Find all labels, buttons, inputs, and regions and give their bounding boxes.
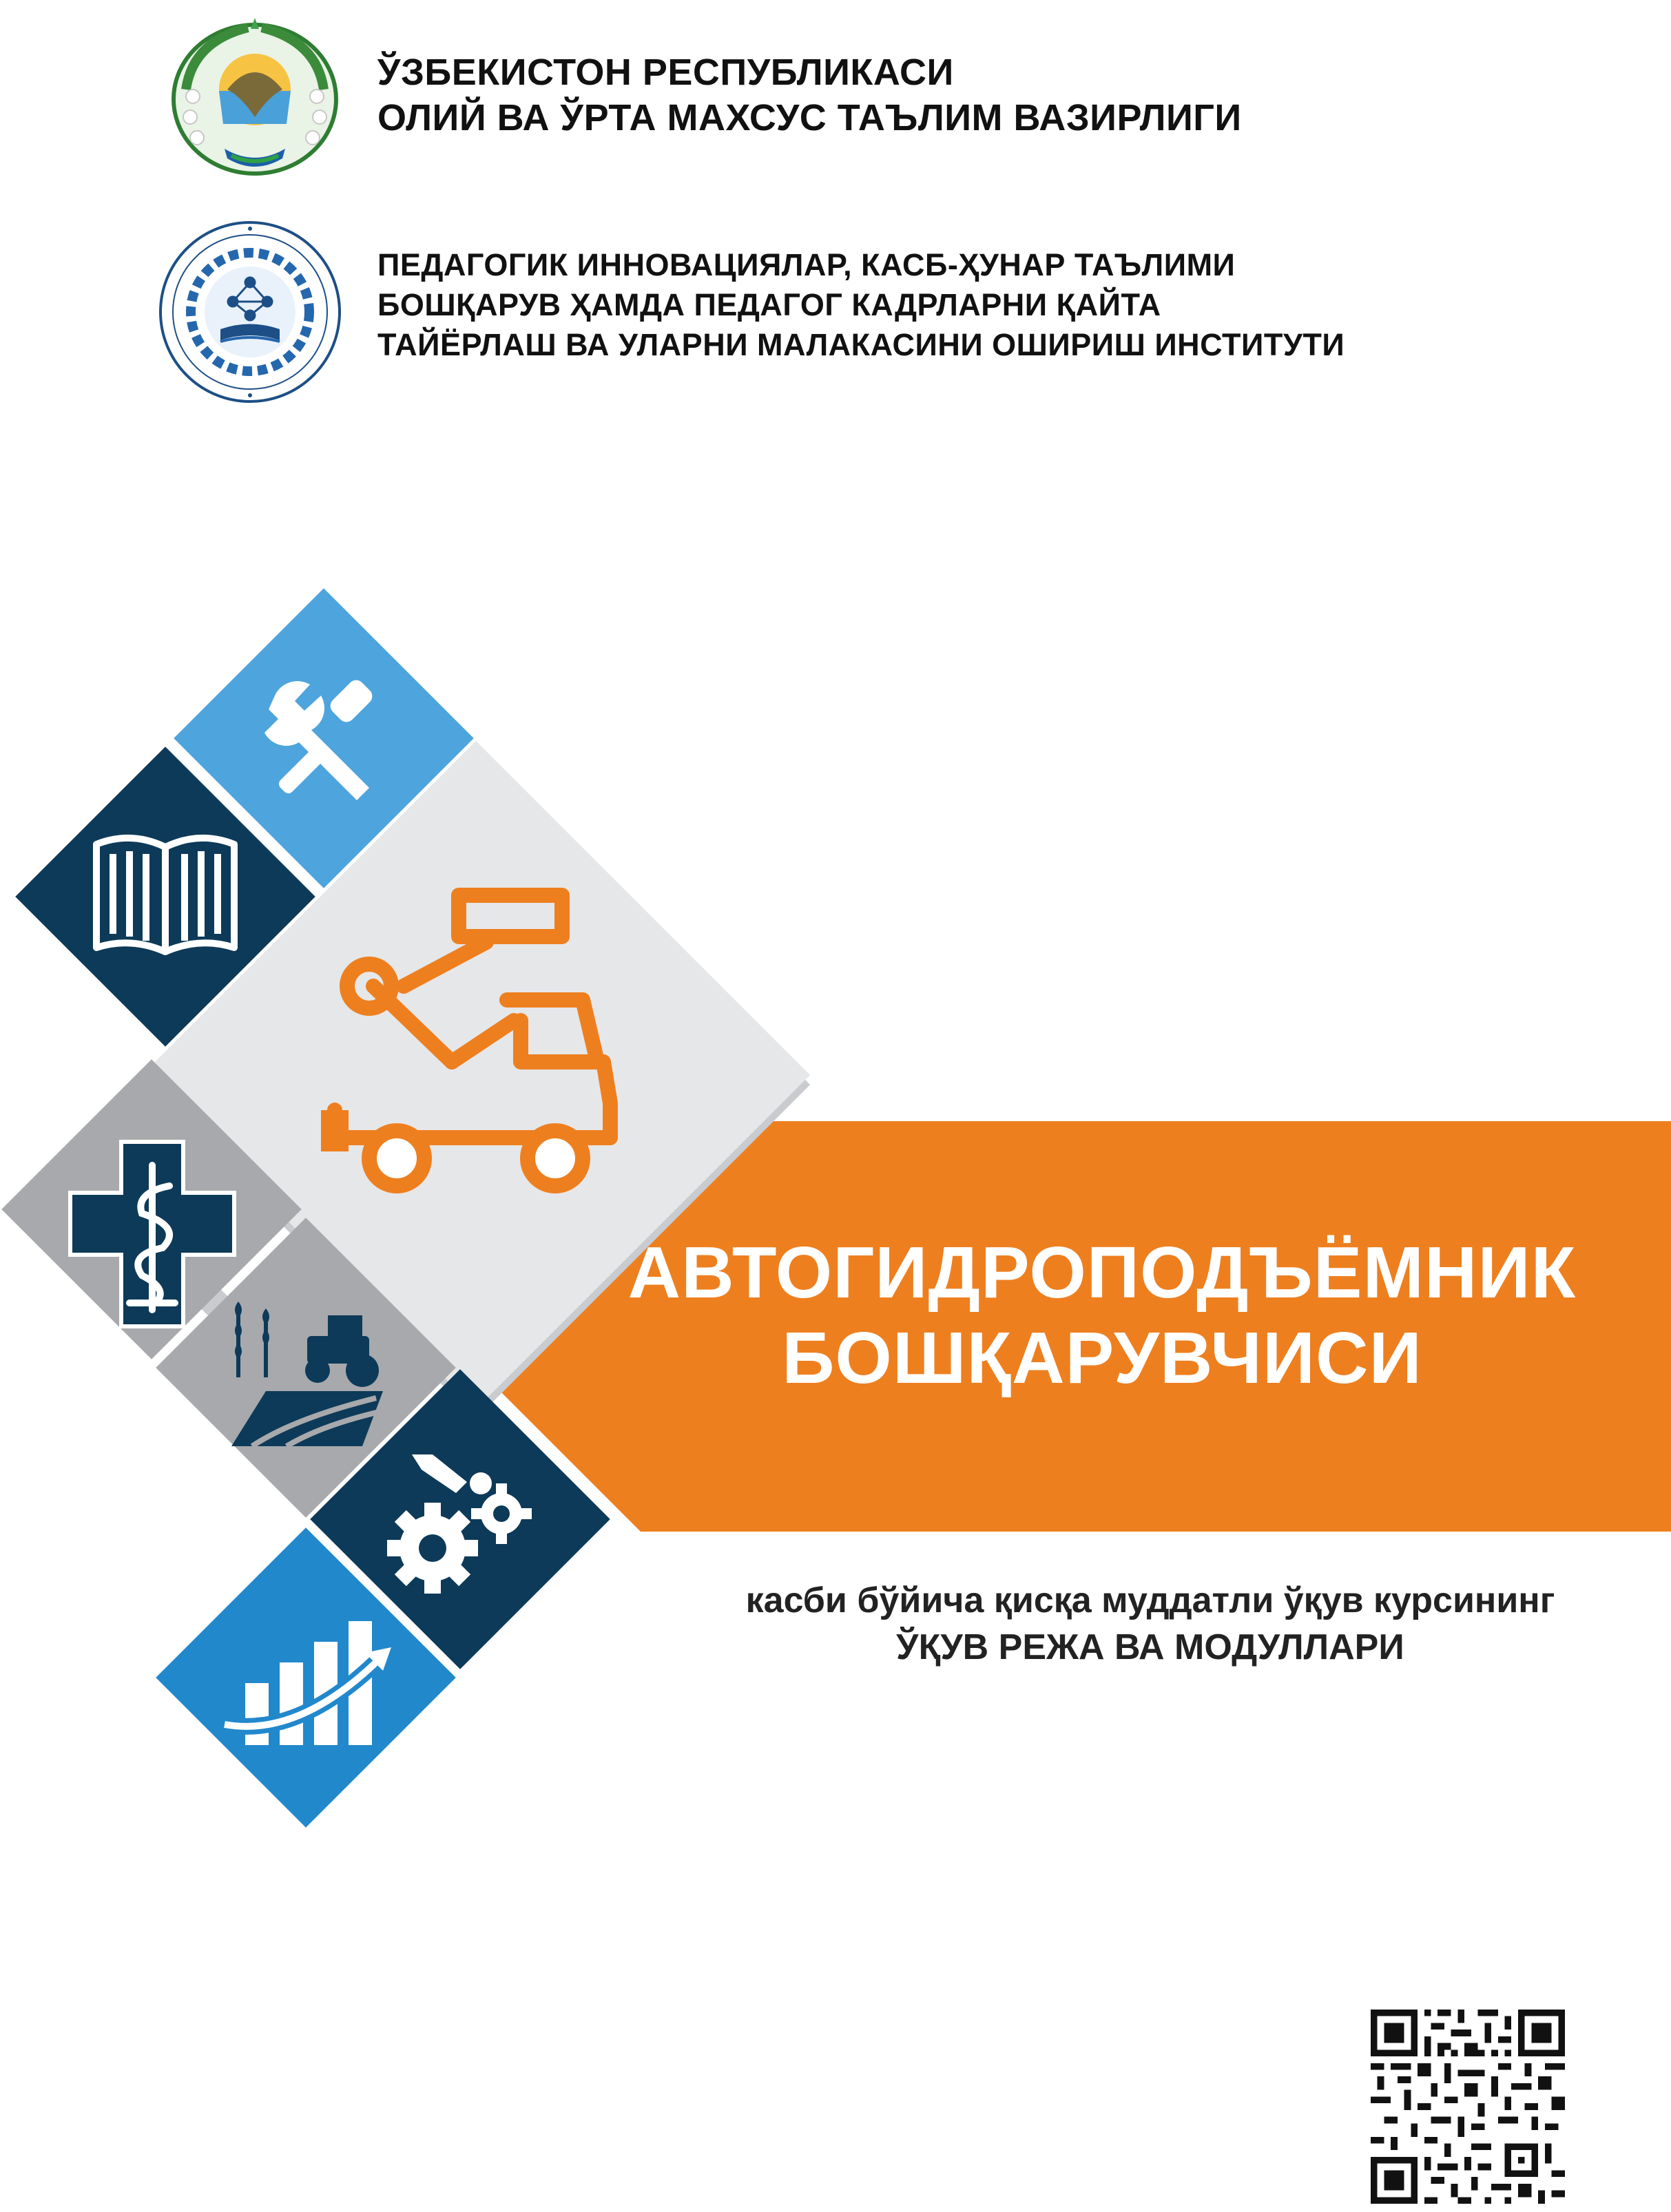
title-line-1: АВТОГИДРОПОДЪЁМНИК <box>627 1232 1577 1313</box>
medical-cross-icon <box>66 1138 238 1331</box>
profession-title <box>599 1230 1605 1401</box>
subtitle-line-1: касби бўйича қисқа муддатли ўқув курсининг <box>745 1580 1555 1620</box>
ministry-line-1: ЎЗБЕКИСТОН РЕСПУБЛИКАСИ <box>377 52 954 93</box>
book-icon <box>83 824 248 968</box>
state-emblem <box>165 14 344 179</box>
aerial-lift-truck-icon <box>314 883 631 1211</box>
tools-icon <box>248 661 406 820</box>
institute-line-1: ПЕДАГОГИК ИННОВАЦИЯЛАР, КАСБ-ҲУНАР ТАЪЛИМИ <box>377 247 1236 282</box>
ministry-name <box>377 50 1242 140</box>
agriculture-icon <box>225 1295 390 1446</box>
growth-chart-icon <box>218 1607 397 1752</box>
institute-logo <box>157 219 343 405</box>
ministry-line-2: ОЛИЙ ВА ЎРТА МАХСУС ТАЪЛИМ ВАЗИРЛИГИ <box>377 97 1242 138</box>
subtitle-line-2: ЎҚУВ РЕЖА ВА МОДУЛЛАРИ <box>896 1627 1404 1667</box>
qr-code[interactable] <box>1371 2010 1565 2204</box>
gears-icon <box>377 1445 543 1596</box>
title-line-2: БОШҚАРУВЧИСИ <box>782 1317 1422 1399</box>
institute-name <box>377 245 1345 365</box>
course-subtitle <box>620 1577 1671 1671</box>
institute-line-2: БОШҚАРУВ ҲАМДА ПЕДАГОГ КАДРЛАРНИ ҚАЙТА <box>377 287 1161 322</box>
institute-line-3: ТАЙЁРЛАШ ВА УЛАРНИ МАЛАКАСИНИ ОШИРИШ ИНСТИТУТИ <box>377 327 1345 362</box>
